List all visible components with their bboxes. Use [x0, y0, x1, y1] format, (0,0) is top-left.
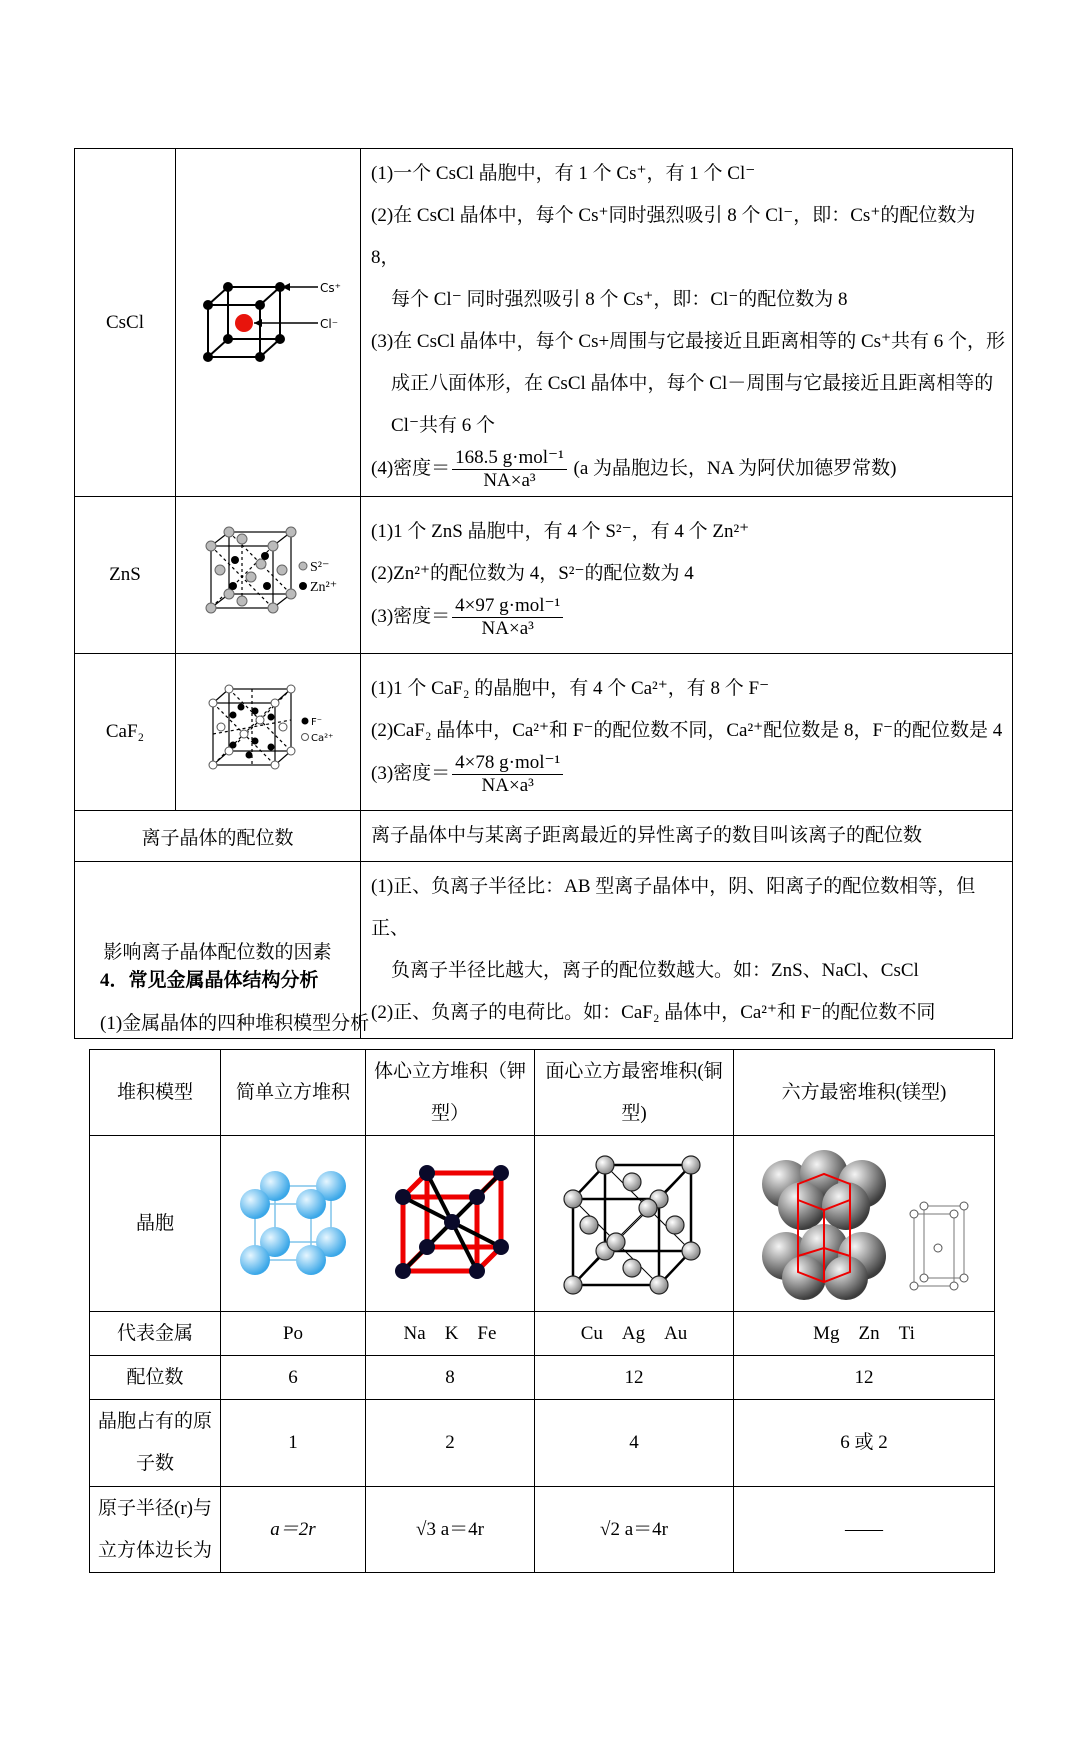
caf2-row	[75, 654, 1013, 811]
density-formula: (3)密度＝ $\frac{\text{4×78 g·mol⁻¹}}{\text{NA×a³}}$	[371, 752, 1006, 797]
table-cell: Mg Zn Ti	[734, 1312, 995, 1356]
crystal-name: CsCl	[75, 149, 176, 497]
table-cell: 12	[734, 1356, 995, 1400]
table-cell: ——	[734, 1487, 995, 1573]
caf2-diagram	[176, 654, 361, 811]
table-cell: 2	[366, 1400, 535, 1487]
table-cell: 1	[221, 1400, 366, 1487]
section-subtitle: (1)金属晶体的四种堆积模型分析	[100, 1013, 370, 1034]
text-line: 成正八面体形，在 CsCl 晶体中，每个 Cl－周围与它最接近且距离相等的	[391, 373, 994, 394]
text-line: (1)1 个 CaF₂ 的晶胞中，有 4 个 Ca²⁺，有 8 个 F⁻	[371, 677, 770, 699]
text-line: (2)正、负离子的电荷比。如：CaF₂ 晶体中，Ca²⁺和 F⁻的配位数不同	[371, 1002, 936, 1023]
row-label: 配位数	[90, 1356, 221, 1400]
table-cell: √3 a＝4r	[366, 1487, 535, 1573]
text-line: (3)在 CsCl 晶体中，每个 Cs+周围与它最接近且距离相等的 Cs⁺共有 6 个，形	[371, 331, 1006, 352]
cell-image-row	[90, 1136, 995, 1312]
zns-cell-icon	[183, 520, 353, 630]
text-line: 负离子半径比越大，离子的配位数越大。如：ZnS、NaCl、CsCl	[391, 960, 919, 981]
table-cell: a＝2r	[221, 1487, 366, 1573]
text-line: (2)在 CsCl 晶体中，每个 Cs⁺同时强烈吸引 8 个 Cl⁻，即：Cs⁺的配位数为 8，	[371, 205, 976, 268]
header-cell: 六方最密堆积(镁型)	[734, 1050, 995, 1136]
zns-description	[361, 497, 1013, 654]
fcc-cell	[535, 1136, 734, 1312]
factors-label: 影响离子晶体配位数的因素	[75, 862, 361, 1039]
text-line: (1)一个 CsCl 晶胞中，有 1 个 Cs⁺，有 1 个 Cl⁻	[371, 163, 756, 184]
cscl-description	[361, 149, 1013, 497]
text-line: (1)1 个 ZnS 晶胞中，有 4 个 S²⁻，有 4 个 Zn²⁺	[371, 520, 750, 542]
simple-cubic-cell	[221, 1136, 366, 1312]
density-formula: (3)密度＝ $\frac{\text{4×97 g·mol⁻¹}}{\text{NA×a³}}$	[371, 595, 1006, 640]
table-cell: 12	[535, 1356, 734, 1400]
hcp-icon	[746, 1144, 982, 1304]
header-cell: 堆积模型	[90, 1050, 221, 1136]
header-cell: 体心立方堆积（钾型）	[366, 1050, 535, 1136]
table-row	[90, 1356, 995, 1400]
cscl-row	[75, 149, 1013, 497]
caf2-cell-icon	[183, 677, 353, 787]
table-cell: Cu Ag Au	[535, 1312, 734, 1356]
coordination-text: 离子晶体中与某离子距离最近的异性离子的数目叫该离子的配位数	[361, 811, 1013, 862]
density-formula: (4)密度＝ $\frac{\text{168.5 g·mol⁻¹}}{\text{NA×a³}}$ (a 为晶胞边长，NA 为阿伏加德罗常数)	[371, 447, 897, 491]
text-line: (1)正、负离子半径比：AB 型离子晶体中，阴、阳离子的配位数相等，但正、	[371, 876, 976, 939]
zns-row	[75, 497, 1013, 654]
text-line: Cl⁻共有 6 个	[391, 415, 495, 436]
factors-text	[361, 862, 1013, 1039]
cscl-cell-icon	[178, 253, 358, 393]
table-cell: 6 或 2	[734, 1400, 995, 1487]
table-cell: 4	[535, 1400, 734, 1487]
bcc-cell	[366, 1136, 535, 1312]
coordination-row	[75, 811, 1013, 862]
table-cell: Na K Fe	[366, 1312, 535, 1356]
text-line: (2)CaF₂ 晶体中，Ca²⁺和 F⁻的配位数不同，Ca²⁺配位数是 8，F⁻的配位数是 4	[371, 719, 1003, 741]
row-label: 晶胞占有的原子数	[90, 1400, 221, 1487]
cell-label: 晶胞	[90, 1136, 221, 1312]
cscl-diagram	[176, 149, 361, 497]
fcc-icon	[559, 1149, 709, 1299]
ca-legend: Ca²⁺	[311, 733, 334, 744]
caf2-description	[361, 654, 1013, 811]
table-row	[90, 1487, 995, 1573]
zns-diagram	[176, 497, 361, 654]
text-line: (2)Zn²⁺的配位数为 4，S²⁻的配位数为 4	[371, 562, 694, 584]
s-legend: S²⁻	[310, 560, 330, 575]
table-cell: √2 a＝4r	[535, 1487, 734, 1573]
f-legend: F⁻	[311, 717, 323, 728]
row-label: 代表金属	[90, 1312, 221, 1356]
coordination-label: 离子晶体的配位数	[75, 811, 361, 862]
ionic-crystal-table	[74, 148, 1013, 1039]
table-cell: 6	[221, 1356, 366, 1400]
header-cell: 简单立方堆积	[221, 1050, 366, 1136]
hcp-cell	[734, 1136, 995, 1312]
bcc-icon	[385, 1159, 515, 1289]
crystal-name: CaF₂	[75, 654, 176, 811]
header-cell: 面心立方最密堆积(铜型)	[535, 1050, 734, 1136]
table-cell: Po	[221, 1312, 366, 1356]
row-label: 原子半径(r)与立方体边长为	[90, 1487, 221, 1573]
table-row	[90, 1400, 995, 1487]
crystal-name: ZnS	[75, 497, 176, 654]
metal-crystal-table	[89, 1049, 995, 1573]
section-title: 4．常见金属晶体结构分析	[100, 970, 319, 991]
text-line: 每个 Cl⁻ 同时强烈吸引 8 个 Cs⁺，即：Cl⁻的配位数为 8	[391, 289, 848, 310]
density-note: (a 为晶胞边长，NA 为阿伏加德罗常数)	[573, 457, 897, 479]
table-cell: 8	[366, 1356, 535, 1400]
table-row	[90, 1312, 995, 1356]
simple-cubic-icon	[233, 1164, 353, 1284]
header-row	[90, 1050, 995, 1136]
cs-legend: Cs⁺	[320, 280, 341, 295]
zn-legend: Zn²⁺	[310, 580, 338, 595]
cl-legend: Cl⁻	[320, 316, 339, 331]
